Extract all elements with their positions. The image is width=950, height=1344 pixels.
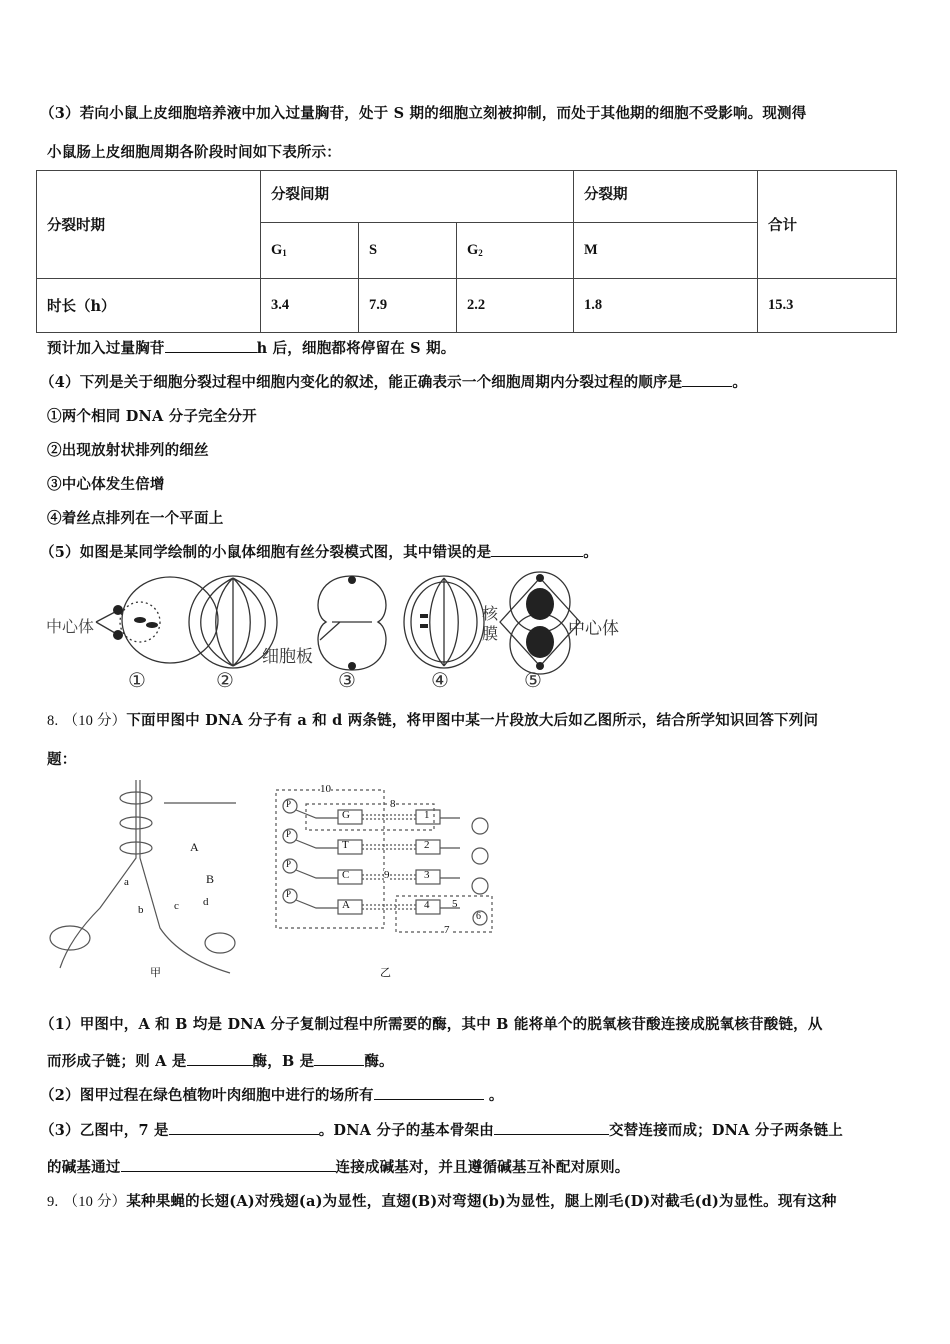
q8-part1-line2: 而形成子链；则 A 是 酶，B 是 酶。 <box>47 1053 394 1070</box>
figure-number-3: ③ <box>338 668 356 692</box>
mitosis-diagram <box>40 570 630 695</box>
answer-blank-b[interactable] <box>314 1051 364 1066</box>
q7-part3-line1: （3）若向小鼠上皮细胞培养液中加入过量胸苷，处于 S 期的细胞立刻被抑制，而处于其他期的细胞不受影响。现测得 <box>40 105 807 122</box>
table-duration-m: 1.8 <box>574 279 758 333</box>
phosphate-1: P <box>286 799 292 809</box>
table-duration-g1: 3.4 <box>261 279 359 333</box>
base-4: 4 <box>424 899 430 911</box>
base-a: A <box>342 899 350 911</box>
label-jia: 甲 <box>150 966 161 979</box>
table-group-mitosis: 分裂期 <box>574 171 758 223</box>
table-total: 15.3 <box>758 279 897 333</box>
strand-label-d: d <box>203 896 209 908</box>
answer-blank[interactable] <box>374 1085 484 1100</box>
q7-part4-option-4: ④着丝点排列在一个平面上 <box>47 510 224 527</box>
figure-number-5: ⑤ <box>524 668 542 692</box>
figure-number-1: ① <box>128 668 146 692</box>
q7-part3-line2: 小鼠肠上皮细胞周期各阶段时间如下表所示： <box>47 144 341 161</box>
q8-part2: （2）图甲过程在绿色植物叶肉细胞中进行的场所有 。 <box>40 1087 504 1104</box>
dna-replication-figure <box>40 778 500 983</box>
table-duration-g2: 2.2 <box>457 279 574 333</box>
label-centrosome-right: 中心体 <box>568 619 619 639</box>
q7-part4-option-3: ③中心体发生倍增 <box>47 476 165 493</box>
phosphate-3: P <box>286 859 292 869</box>
table-row-header: 分裂时期 <box>37 171 261 279</box>
base-3: 3 <box>424 869 430 881</box>
table-group-interphase: 分裂间期 <box>261 171 574 223</box>
answer-blank-a[interactable] <box>187 1051 253 1066</box>
label-9: 9 <box>384 869 390 881</box>
q7-part4-option-2: ②出现放射状排列的细丝 <box>47 442 209 459</box>
label-nuclear-membrane: 核膜 <box>482 604 499 643</box>
q7-part5-question: （5）如图是某同学绘制的小鼠体细胞有丝分裂模式图，其中错误的是 。 <box>40 544 598 561</box>
table-phase-g2: $G_2$ <box>457 223 574 279</box>
label-6: 6 <box>476 911 481 922</box>
table-duration-s: 7.9 <box>359 279 457 333</box>
label-7: 7 <box>444 924 450 936</box>
q8-intro-line2: 题： <box>47 751 77 768</box>
strand-label-b: b <box>138 904 144 916</box>
dna-drawing <box>40 778 500 983</box>
answer-blank[interactable] <box>682 372 732 387</box>
q8-intro: 8. （10 分）下面甲图中 DNA 分子有 a 和 d 两条链，将甲图中某一片段放大后如乙图所示，结合所学知识回答下列问 <box>47 712 819 729</box>
label-8: 8 <box>390 798 396 810</box>
table-phase-s: S <box>359 223 457 279</box>
enzyme-label-a: A <box>190 840 199 854</box>
strand-label-a: a <box>124 876 129 888</box>
q8-part3-line2: 的碱基通过 连接成碱基对，并且遵循碱基互补配对原则。 <box>47 1159 630 1176</box>
table-total-header: 合计 <box>758 171 897 279</box>
phosphate-2: P <box>286 829 292 839</box>
base-2: 2 <box>424 839 430 851</box>
q7-part4-option-1: ①两个相同 DNA 分子完全分开 <box>47 408 257 425</box>
label-10: 10 <box>320 783 331 795</box>
base-c: C <box>342 869 350 881</box>
table-phase-g1: $G_1$ <box>261 223 359 279</box>
base-1: 1 <box>424 809 430 821</box>
answer-blank[interactable] <box>491 542 583 557</box>
base-t: T <box>342 839 349 851</box>
table-duration-label: 时长（h） <box>37 279 261 333</box>
q7-part4-question: （4）下列是关于细胞分裂过程中细胞内变化的叙述，能正确表示一个细胞周期内分裂过程的顺序是 。 <box>40 374 748 391</box>
answer-blank-7[interactable] <box>169 1120 319 1135</box>
q7-part3-answer-line: 预计加入过量胸苷 h 后，细胞都将停留在 S 期。 <box>47 340 456 357</box>
answer-blank-bond[interactable] <box>121 1157 336 1172</box>
q8-part1-line1: （1）甲图中，A 和 B 均是 DNA 分子复制过程中所需要的酶，其中 B 能将单个的脱氧核苷酸连接成脱氧核苷酸链，从 <box>40 1016 823 1033</box>
label-yi: 乙 <box>380 966 391 979</box>
label-5: 5 <box>452 898 458 910</box>
figure-number-2: ② <box>216 668 234 692</box>
phosphate-4: P <box>286 889 292 899</box>
cell-cycle-table <box>36 170 897 333</box>
label-centrosome-left: 中心体 <box>46 617 95 636</box>
q8-part3-line1: （3）乙图中，7 是 。DNA 分子的基本骨架由 交替连接而成；DNA 分子两条链上 <box>40 1122 843 1139</box>
enzyme-label-b: B <box>206 872 215 886</box>
strand-label-c: c <box>174 900 179 912</box>
q9-intro: 9. （10 分）某种果蝇的长翅(A)对残翅(a)为显性，直翅(B)对弯翅(b)为显性，腿上刚毛(D)对截毛(d)为显性。现有这种 <box>47 1193 837 1210</box>
answer-blank[interactable] <box>165 338 257 353</box>
table-phase-m: M <box>574 223 758 279</box>
base-g: G <box>342 809 350 821</box>
label-cell-plate: 细胞板 <box>262 647 313 667</box>
answer-blank-backbone[interactable] <box>494 1120 609 1135</box>
figure-number-4: ④ <box>431 668 449 692</box>
